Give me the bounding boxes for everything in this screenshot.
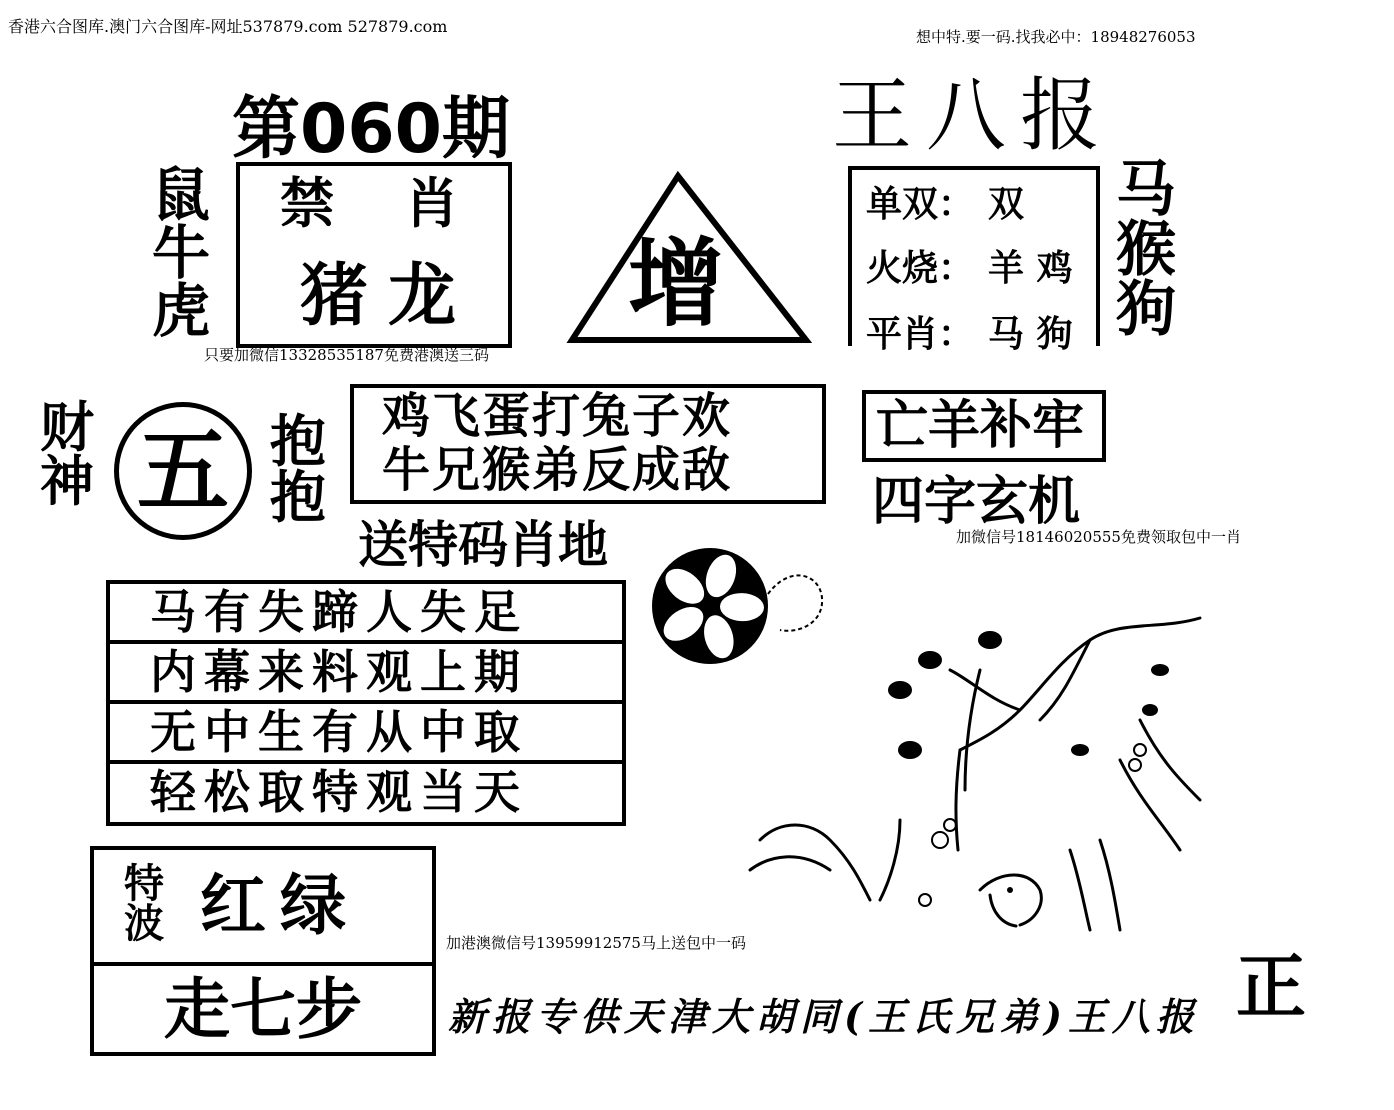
animal-char: 鼠	[152, 161, 211, 229]
poem-line: 内幕来料观上期	[110, 644, 622, 704]
row-label: 平肖	[866, 313, 939, 355]
triangle-char: 增	[628, 227, 724, 340]
wechat-note-1: 只要加微信13328535187免费港澳送三码	[204, 346, 489, 364]
poem-line: 轻松取特观当天	[150, 765, 528, 819]
site-note: 香港六合图库.澳门六合图库-网址537879.com 527879.com	[8, 17, 448, 36]
odd-even-row: 单双： 双	[866, 183, 1025, 225]
poem-line: 无中生有从中取	[110, 704, 622, 764]
idiom-box	[862, 390, 1106, 462]
animal-char: 狗	[1116, 275, 1176, 345]
forbidden-box	[236, 162, 512, 348]
couplet-line: 牛兄猴弟反成敌	[382, 442, 733, 498]
caishen-circle-char: 五	[136, 417, 229, 525]
forbidden-value: 猪龙	[300, 256, 477, 336]
animal-char: 马	[1116, 155, 1176, 225]
couplet-line: 鸡飞蛋打兔子欢	[382, 388, 733, 444]
footer-slogan: 新报专供天津大胡同(王氏兄弟)王八报	[448, 994, 1200, 1039]
wave-label-char: 特	[124, 860, 164, 907]
wave-box	[90, 846, 436, 966]
row-value: 羊 鸡	[988, 247, 1073, 289]
paper-right-animals	[1116, 155, 1176, 345]
fire-row: 火烧： 羊 鸡	[866, 247, 1073, 289]
contact-note: 想中特.要一码.找我必中：18948276053	[916, 28, 1196, 46]
idiom-label: 四字玄机	[872, 471, 1081, 532]
ink-illustration	[740, 600, 1210, 940]
caishen-char: 财	[40, 395, 94, 459]
paper-name: 王八报	[832, 69, 1114, 162]
wave-label	[124, 860, 164, 947]
divider	[1096, 166, 1100, 346]
animal-char: 虎	[152, 277, 211, 345]
steps-value: 走七步	[164, 970, 362, 1048]
animal-char: 牛	[152, 219, 211, 287]
issue-title: 第060期	[232, 90, 510, 169]
paper-info-box	[848, 166, 1100, 355]
wechat-note-3: 加港澳微信号13959912575马上送包中一码	[446, 934, 746, 952]
flat-row: 平肖： 马 狗	[866, 313, 1073, 355]
animal-char: 猴	[1116, 215, 1176, 285]
row-label: 火烧	[866, 247, 939, 289]
footer-stamp: 正	[1236, 945, 1306, 1028]
wave-label-char: 波	[124, 900, 164, 947]
caishen-right	[270, 409, 326, 531]
wave-value: 红绿	[200, 866, 360, 944]
caishen-left	[40, 395, 94, 513]
row-value: 马 狗	[988, 313, 1073, 355]
caishen-char: 神	[40, 449, 94, 513]
row-label: 单双	[866, 183, 939, 225]
forbidden-left-animals	[152, 161, 211, 345]
steps-box	[90, 966, 436, 1056]
send-title: 送特码肖地	[358, 515, 608, 574]
poem-line: 马有失蹄人失足	[110, 584, 622, 644]
forbidden-label: 禁 肖	[280, 171, 485, 235]
couplet-box	[350, 384, 826, 504]
idiom-value: 亡羊补牢	[876, 395, 1085, 456]
caishen-circle	[114, 402, 252, 540]
wechat-note-2: 加微信号18146020555免费领取包中一肖	[956, 528, 1241, 546]
row-value: 双	[988, 183, 1025, 225]
caishen-char: 抱	[270, 465, 326, 531]
poem-box	[106, 580, 626, 826]
caishen-char: 抱	[270, 409, 326, 475]
